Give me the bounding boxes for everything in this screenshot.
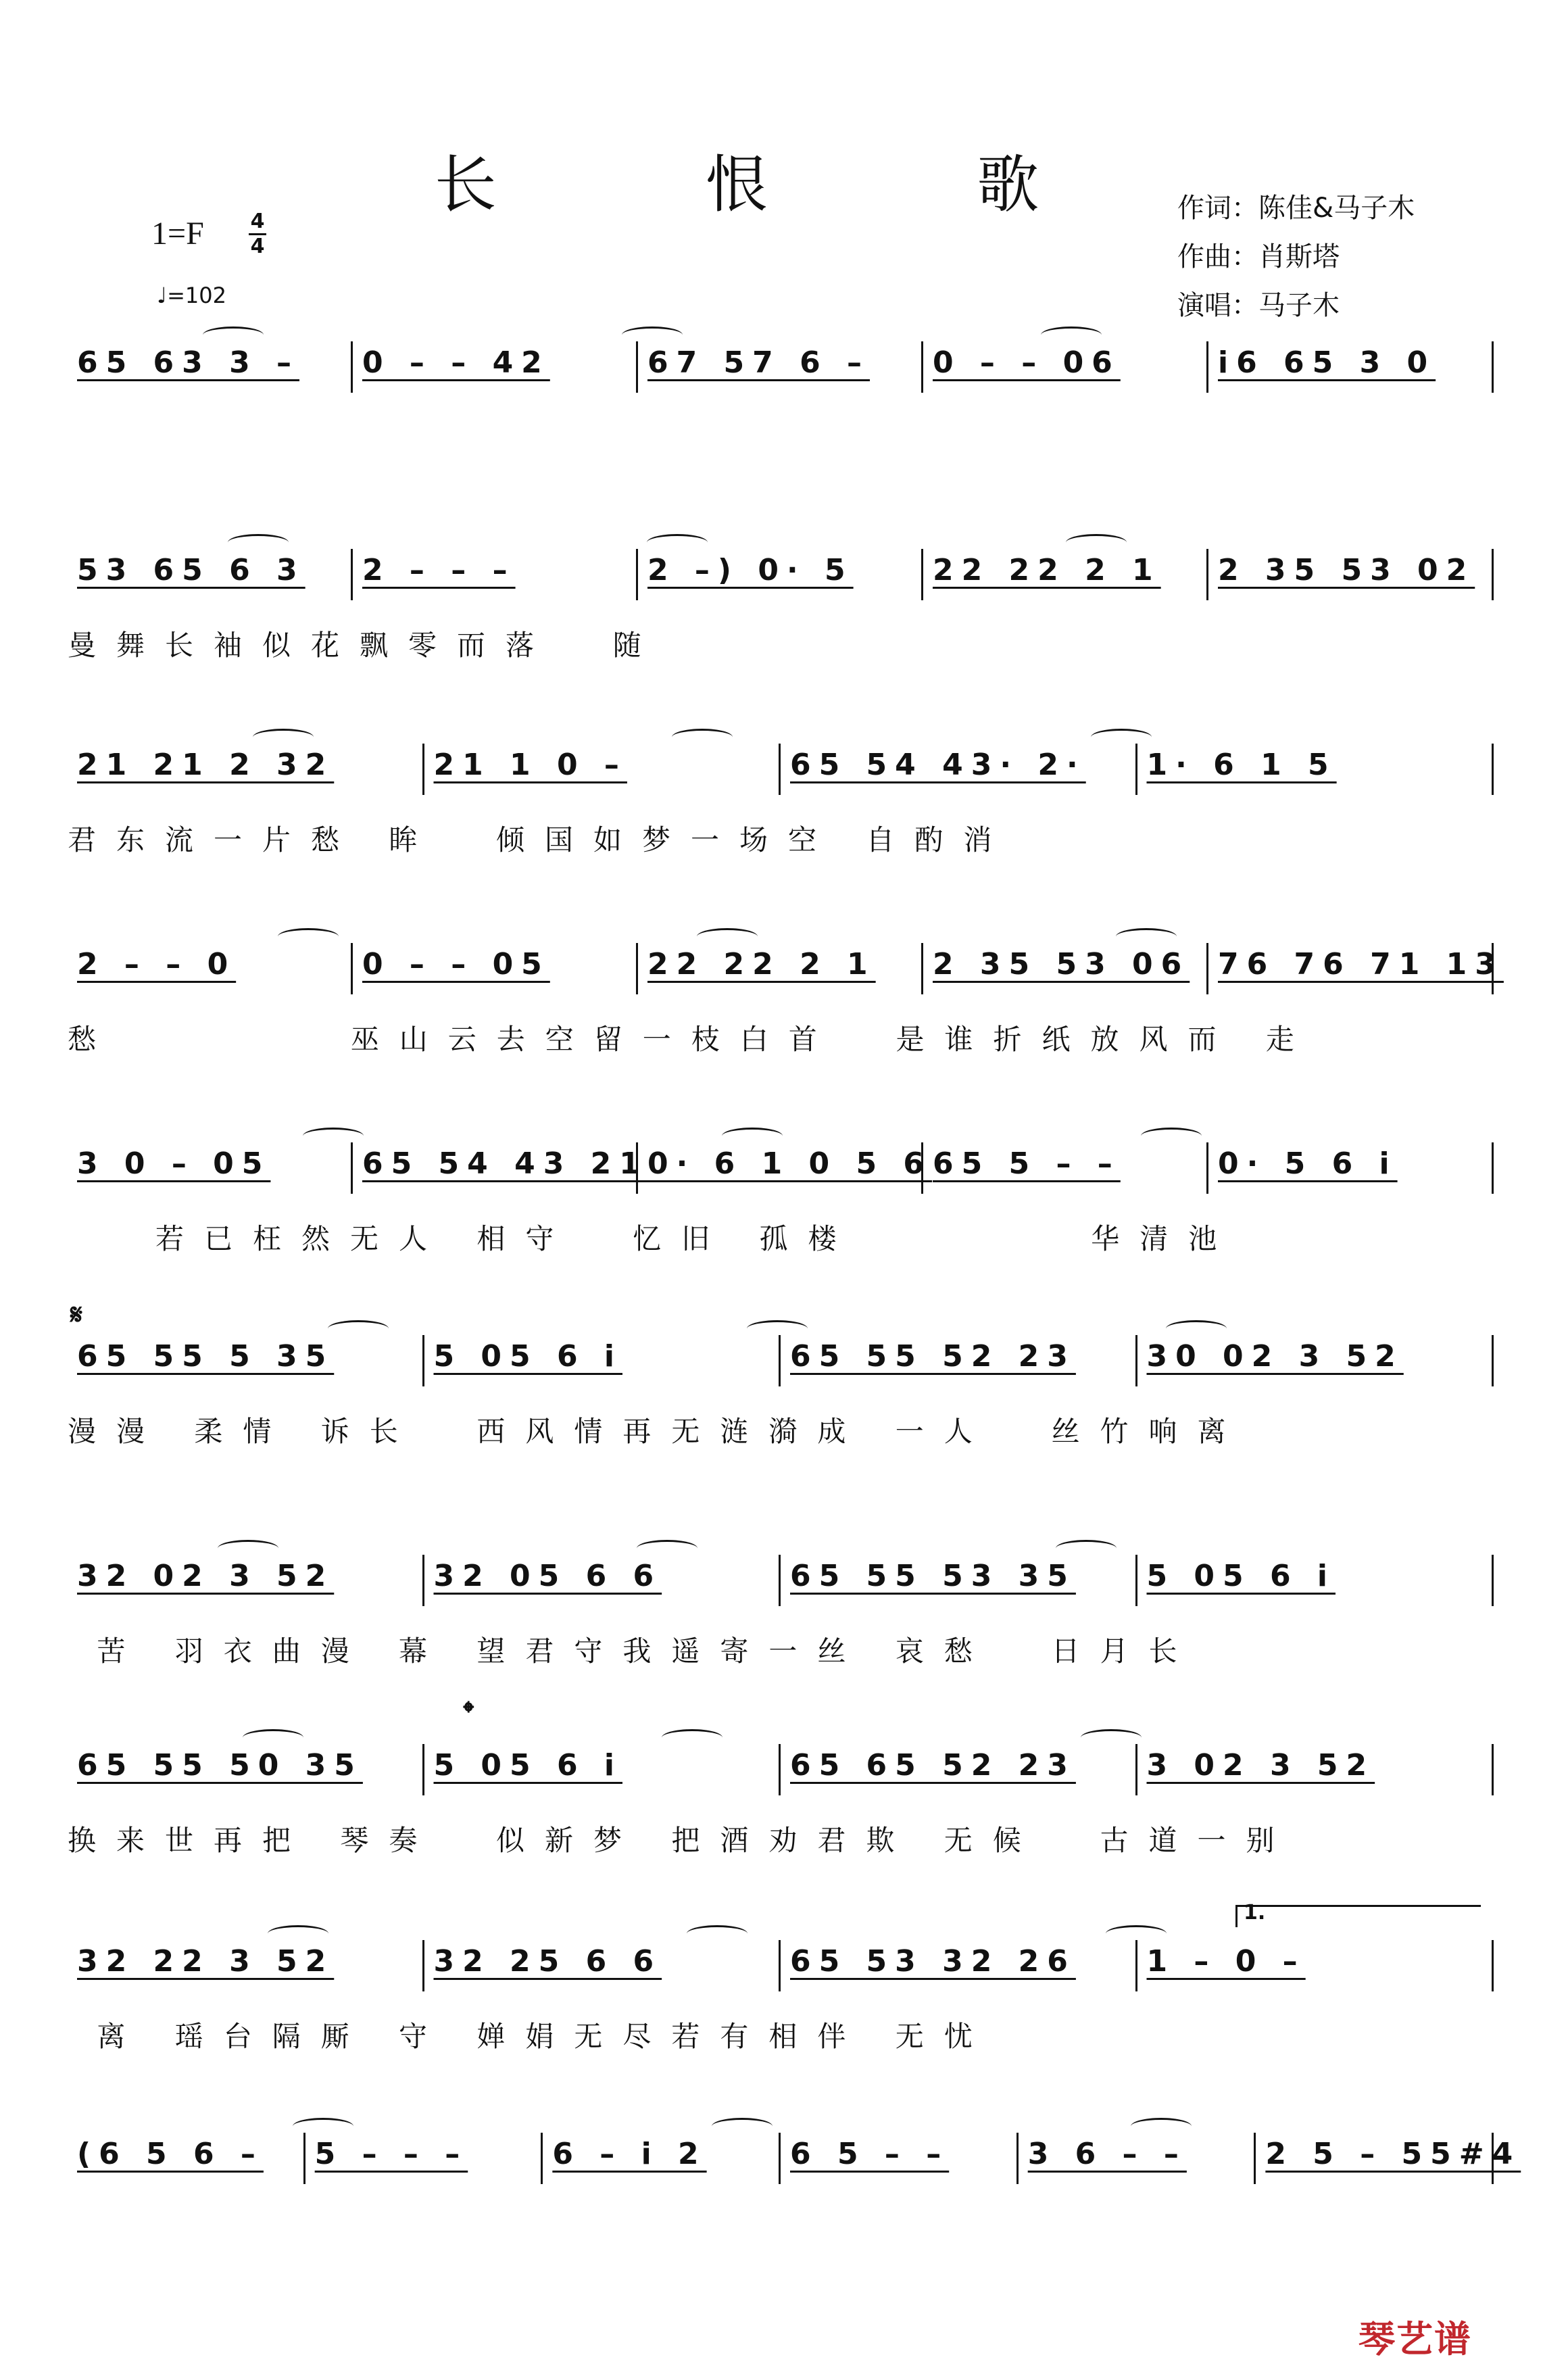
slur bbox=[712, 2118, 773, 2135]
measure-notes: 2 – – 0 bbox=[77, 947, 237, 982]
measure-notes: 0 – – 42 bbox=[362, 345, 550, 380]
key-signature: 1=F bbox=[151, 216, 204, 251]
measure-notes: 21 21 2 32 bbox=[77, 748, 335, 782]
measure bbox=[424, 1940, 781, 1991]
measure-notes: 65 5 – – bbox=[933, 1146, 1121, 1181]
measure-notes: 65 54 43 21 bbox=[362, 1146, 648, 1181]
measure-notes: 5 05 6 i bbox=[1146, 1559, 1336, 1593]
slur bbox=[622, 326, 683, 343]
measure bbox=[424, 1744, 781, 1795]
measure-notes: 5 05 6 i bbox=[433, 1339, 622, 1374]
measure bbox=[638, 341, 923, 393]
staff-line bbox=[68, 1142, 1494, 1196]
composer-credit: 作曲：肖斯塔 bbox=[1177, 241, 1340, 272]
measure bbox=[68, 1744, 424, 1795]
slur bbox=[637, 1540, 697, 1557]
staff-line bbox=[68, 549, 1494, 603]
measure bbox=[353, 341, 638, 393]
measure bbox=[68, 549, 353, 600]
measure bbox=[353, 549, 638, 600]
measure bbox=[1256, 2133, 1521, 2184]
measure-notes: 67 57 6 – bbox=[647, 345, 871, 380]
measure bbox=[923, 1142, 1208, 1194]
slur bbox=[647, 534, 708, 551]
staff-line bbox=[68, 943, 1504, 997]
measure-notes: 0 – – 05 bbox=[362, 947, 550, 982]
slur bbox=[1141, 1128, 1202, 1144]
measure bbox=[1019, 2133, 1256, 2184]
slur bbox=[293, 2118, 353, 2135]
measure bbox=[424, 744, 781, 795]
staff-line bbox=[68, 1940, 1494, 1994]
lyrics-line: 离 瑶台隔厮 守 婵娟无尽若有相伴 无忧 bbox=[68, 2020, 993, 2053]
slur bbox=[218, 1540, 278, 1557]
measure bbox=[923, 943, 1208, 994]
staff-line bbox=[68, 341, 1494, 395]
staff-line bbox=[68, 1744, 1494, 1798]
measure-notes: 3 6 – – bbox=[1027, 2137, 1187, 2171]
measure-notes: 32 02 3 52 bbox=[77, 1559, 335, 1593]
tempo-marking: ♩=102 bbox=[157, 283, 226, 308]
measure-notes: 1· 6 1 5 bbox=[1146, 748, 1337, 782]
measure-notes: 21 1 0 – bbox=[433, 748, 627, 782]
measure-notes: 2 –) 0· 5 bbox=[647, 553, 854, 587]
measure-notes: 65 55 50 35 bbox=[77, 1748, 363, 1783]
staff-line bbox=[68, 1335, 1494, 1389]
measure-notes: 30 02 3 52 bbox=[1146, 1339, 1404, 1374]
measure bbox=[1208, 943, 1504, 994]
time-signature-top: 4 bbox=[250, 210, 265, 233]
measure bbox=[305, 2133, 543, 2184]
time-signature bbox=[249, 211, 266, 258]
measure-notes: 65 53 32 26 bbox=[790, 1944, 1076, 1979]
measure bbox=[781, 1335, 1137, 1386]
time-signature-bottom: 4 bbox=[250, 235, 265, 258]
measure-notes: 0· 6 1 0 5 6 bbox=[647, 1146, 932, 1181]
coda-mark: 𝄌 bbox=[464, 1695, 474, 1728]
measure-notes: 2 5 – 55#4 bbox=[1265, 2137, 1521, 2171]
measure bbox=[638, 1142, 932, 1194]
qinyipu-logo: 琴艺谱 bbox=[1358, 2318, 1472, 2361]
slur bbox=[243, 1729, 303, 1746]
measure bbox=[1208, 341, 1494, 393]
measure bbox=[923, 341, 1208, 393]
measure-notes: 0 – – 06 bbox=[933, 345, 1121, 380]
slur bbox=[662, 1729, 722, 1746]
staff-line bbox=[68, 744, 1494, 798]
measure-notes: 2 35 53 02 bbox=[1218, 553, 1475, 587]
slur bbox=[722, 1128, 783, 1144]
lyrics-line: 君东流一片愁 眸 倾国如梦一场空 自酌消 bbox=[68, 823, 1012, 856]
measure bbox=[424, 1555, 781, 1606]
measure bbox=[68, 744, 424, 795]
measure bbox=[1137, 1335, 1494, 1386]
measure-notes: 65 54 43· 2· bbox=[790, 748, 1086, 782]
staff-line bbox=[68, 2133, 1521, 2187]
measure bbox=[1137, 1940, 1494, 1991]
measure-notes: 0· 5 6 i bbox=[1218, 1146, 1398, 1181]
measure-notes: 6 – i 2 bbox=[552, 2137, 707, 2171]
measure-notes: 76 76 71 13 bbox=[1218, 947, 1504, 982]
slur bbox=[1091, 729, 1152, 746]
measure bbox=[638, 943, 923, 994]
measure bbox=[1137, 1744, 1494, 1795]
slur bbox=[278, 928, 339, 945]
lyrics-line: 漫漫 柔情 诉长 西风情再无涟漪成 一人 丝竹响离 bbox=[68, 1415, 1246, 1448]
lyricist-credit: 作词：陈佳&马子木 bbox=[1177, 193, 1415, 224]
measure-notes: 22 22 2 1 bbox=[933, 553, 1161, 587]
measure bbox=[923, 549, 1208, 600]
measure-notes: 1 – 0 – bbox=[1146, 1944, 1306, 1979]
slur bbox=[747, 1320, 808, 1337]
slur bbox=[672, 729, 733, 746]
slur bbox=[697, 928, 758, 945]
measure-notes: 32 22 3 52 bbox=[77, 1944, 335, 1979]
slur bbox=[1131, 2118, 1192, 2135]
slur bbox=[687, 1925, 748, 1942]
measure-notes: 65 55 53 35 bbox=[790, 1559, 1076, 1593]
slur bbox=[1116, 928, 1177, 945]
lyrics-line: 若已枉然无人 相守 忆旧 孤楼 华清池 bbox=[68, 1222, 1238, 1255]
measure-notes: 65 65 52 23 bbox=[790, 1748, 1076, 1783]
lyrics-line: 曼舞长袖似花飘零而落 随 bbox=[68, 629, 662, 662]
measure bbox=[781, 2133, 1019, 2184]
measure bbox=[68, 1555, 424, 1606]
slur bbox=[328, 1320, 389, 1337]
volta-bracket bbox=[1235, 1905, 1481, 1927]
measure-notes: 3 0 – 05 bbox=[77, 1146, 271, 1181]
measure-notes: 65 55 5 35 bbox=[77, 1339, 335, 1374]
measure-notes: 2 – – – bbox=[362, 553, 516, 587]
measure-notes: 65 63 3 – bbox=[77, 345, 300, 380]
measure bbox=[1137, 744, 1494, 795]
slur bbox=[228, 534, 289, 551]
lyrics-line: 愁 巫山云去空留一枝白首 是谁折纸放风而 走 bbox=[68, 1023, 1315, 1056]
measure bbox=[424, 1335, 781, 1386]
measure-notes: (6 5 6 – bbox=[77, 2137, 264, 2171]
measure-notes: 2 35 53 06 bbox=[933, 947, 1190, 982]
measure-notes: 53 65 6 3 bbox=[77, 553, 305, 587]
slur bbox=[1166, 1320, 1227, 1337]
singer-credit: 演唱：马子木 bbox=[1177, 290, 1340, 321]
measure bbox=[638, 549, 923, 600]
slur bbox=[1041, 326, 1102, 343]
segno-mark: 𝄋 bbox=[70, 1298, 83, 1331]
measure-notes: 5 – – – bbox=[314, 2137, 468, 2171]
measure bbox=[353, 943, 638, 994]
measure bbox=[1208, 1142, 1494, 1194]
measure bbox=[1208, 549, 1494, 600]
measure-notes: i6 65 3 0 bbox=[1218, 345, 1436, 380]
measure-notes: 65 55 52 23 bbox=[790, 1339, 1076, 1374]
measure bbox=[68, 341, 353, 393]
volta-bracket-label: 1. bbox=[1244, 1901, 1266, 1925]
measure bbox=[353, 1142, 648, 1194]
slur bbox=[303, 1128, 364, 1144]
slur bbox=[253, 729, 314, 746]
lyrics-line: 苦 羽衣曲漫 幕 望君守我遥寄一丝 哀愁 日月长 bbox=[68, 1635, 1198, 1668]
lyrics-line: 换来世再把 琴奏 似新梦 把酒劝君欺 无候 古道一别 bbox=[68, 1824, 1295, 1857]
measure bbox=[68, 1940, 424, 1991]
measure bbox=[68, 943, 353, 994]
measure-notes: 22 22 2 1 bbox=[647, 947, 876, 982]
measure bbox=[68, 1142, 353, 1194]
slur bbox=[268, 1925, 328, 1942]
measure bbox=[68, 1335, 424, 1386]
slur bbox=[1066, 534, 1127, 551]
slur bbox=[1056, 1540, 1117, 1557]
staff-line bbox=[68, 1555, 1494, 1609]
measure bbox=[781, 1555, 1137, 1606]
measure bbox=[68, 2133, 305, 2184]
measure-notes: 32 25 6 6 bbox=[433, 1944, 662, 1979]
measure-notes: 32 05 6 6 bbox=[433, 1559, 662, 1593]
measure bbox=[781, 1744, 1137, 1795]
slur bbox=[1106, 1925, 1167, 1942]
measure bbox=[781, 744, 1137, 795]
song-title: 长 恨 歌 bbox=[434, 149, 1134, 221]
measure-notes: 5 05 6 i bbox=[433, 1748, 622, 1783]
credits bbox=[1177, 184, 1415, 330]
measure-notes: 3 02 3 52 bbox=[1146, 1748, 1375, 1783]
measure bbox=[781, 1940, 1137, 1991]
slur bbox=[203, 326, 264, 343]
measure bbox=[543, 2133, 781, 2184]
measure-notes: 6 5 – – bbox=[790, 2137, 950, 2171]
measure bbox=[1137, 1555, 1494, 1606]
slur bbox=[1081, 1729, 1142, 1746]
